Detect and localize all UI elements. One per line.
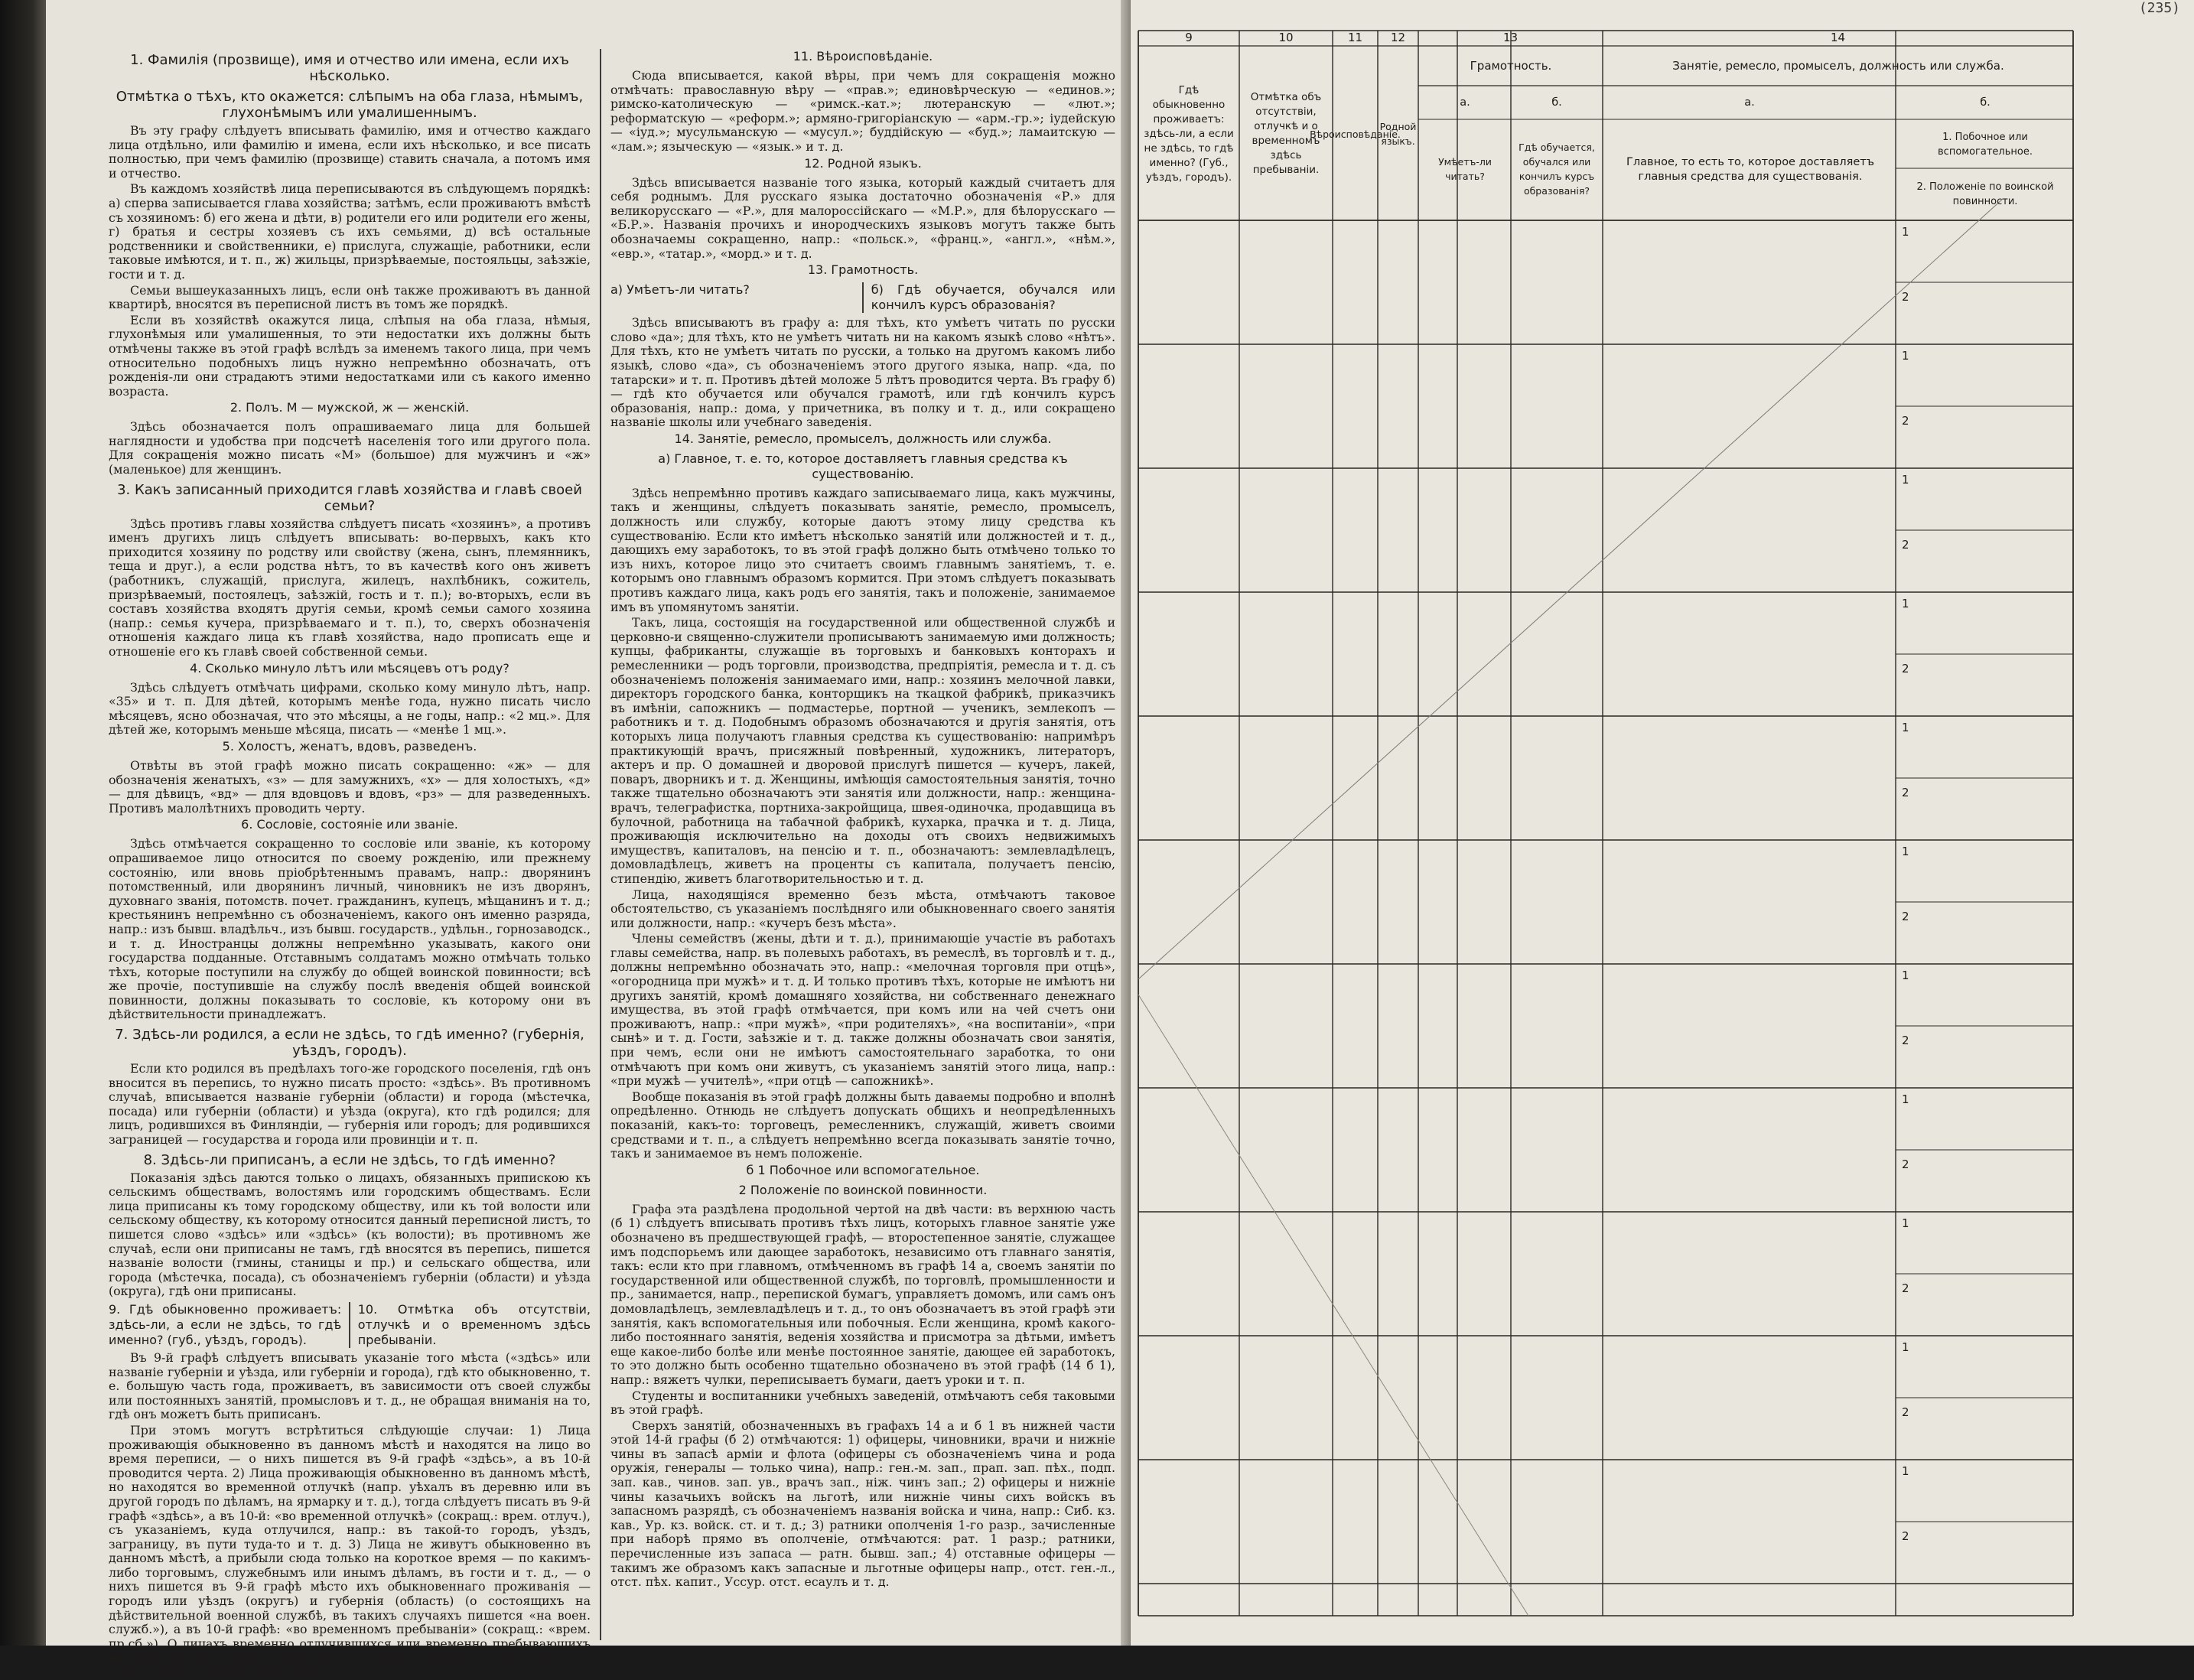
instruction-paragraph: Семьи вышеуказанныхъ лицъ, если онѣ также проживаютъ въ данной квартирѣ, вносятся въ переписной листъ въ томъ же порядкѣ. (109, 282, 591, 312)
header-secondary-occupation: 1. Побочное или вспомогательное. (1938, 132, 2033, 158)
paired-heading (610, 282, 1115, 313)
paired-heading-right: 10. Отмѣтка объ отсутствіи, отлучкѣ и о временномъ здѣсь пребываніи. (357, 1301, 591, 1347)
section-heading: 2 Положеніе по воинской повинности. (738, 1182, 988, 1197)
row-label-2: 2 (1902, 910, 1909, 923)
instruction-paragraph: Вообще показанія въ этой графѣ должны быть даваемы подробно и вполнѣ опредѣленно. Отнюдь не слѣдуетъ допускать общихъ и неопредѣленныхъ показаній, какъ-то: торговецъ, ремесленникъ, служащій, живетъ своими средствами и т. п., а слѣдуетъ непремѣнно всегда показывать занятіе точно, такъ и занимаемое въ немъ положеніе. (610, 1089, 1115, 1161)
row-label-1: 1 (1902, 1216, 1909, 1230)
header-occupation: Занятіе, ремесло, промыселъ, должность или служба. (1672, 58, 2004, 73)
row-label-1: 1 (1902, 473, 1909, 487)
paired-heading (109, 1302, 591, 1348)
row-label-2: 2 (1902, 290, 1909, 304)
paired-heading-divider (349, 1302, 350, 1348)
section-heading: б 1 Побочное или вспомогательное. (746, 1162, 980, 1177)
header-native-language: Родной языкъ. (1379, 121, 1417, 147)
header-literacy-a-letter: а. (1460, 96, 1470, 109)
instruction-paragraph: Отвѣты въ этой графѣ можно писать сокращенно: «ж» — для обозначенія женатыхъ, «з» — для замужнихъ, «х» — для холостыхъ, «д» — для дѣвицъ, «вд» — для вдовцовъ и вдовъ, «рз» — для разведенныхъ. Противъ малолѣтнихъ проводить черту. (109, 757, 591, 816)
instruction-paragraph: Если кто родился въ предѣлахъ того-же городского поселенія, гдѣ онъ вносится въ перепись, то нужно писать просто: «здѣсь». Въ противномъ случаѣ, вписывается названіе губерніи (области) и города (мѣстечка, посада) или губерніи (области) и уѣзда (округа), кто гдѣ родился; для лицъ, родившихся въ Финляндіи, — губернія или городъ; для родившихся заграницей — государства и города или провинціи и т. п. (109, 1061, 591, 1148)
section-heading: 12. Родной языкъ. (804, 155, 922, 171)
column-number: 14 (1830, 31, 1846, 44)
instruction-paragraph: Показанія здѣсь даются только о лицахъ, обязанныхъ припискою къ сельскимъ обществамъ, волостямъ или городскимъ обществамъ. Если лица приписаны къ тому городскому обществу, или къ той волости или сельскому обществу, къ которому относится данный переписной листъ, то пишется слово «здѣсь» или «здѣсь» (къ волости); въ противномъ же случаѣ, если они приписаны не тамъ, гдѣ вносятся въ перепись, пишется названіе волости (гмины, станицы и пр.) и сельскаго общества, или города (мѣстечка, посада), съ обозначеніемъ губерніи (области) и уѣзда (округа), гдѣ они приписаны. (109, 1170, 591, 1299)
row-label-2: 2 (1902, 414, 1909, 428)
header-can-read: Умѣетъ-ли читать? (1438, 156, 1492, 182)
header-occupation-a-letter: а. (1744, 96, 1755, 109)
column-number: 10 (1278, 31, 1294, 44)
paired-heading-left: 9. Гдѣ обыкновенно проживаетъ: здѣсь-ли, а если не здѣсь, то гдѣ именно? (губ., уѣздъ, городъ). (109, 1301, 342, 1347)
cancellation-diagonal (1138, 199, 2003, 979)
section-heading: 4. Сколько минуло лѣтъ или мѣсяцевъ отъ роду? (190, 660, 509, 676)
row-label-1: 1 (1902, 721, 1909, 734)
column-number: 13 (1502, 31, 1519, 44)
row-label-1: 1 (1902, 845, 1909, 858)
section-heading: 5. Холостъ, женатъ, вдовъ, разведенъ. (222, 738, 477, 754)
instruction-paragraph: Здѣсь вписывается названіе того языка, который каждый считаетъ для себя роднымъ. Для русскаго языка достаточно обозначенія «Р.» для великорусскаго — «Р.», для малороссійскаго — «М.Р.», для бѣлорусскаго — «Б.Р.». Названія прочихъ и инородческихъ языковъ могутъ также быть обозначаемы сокращенно, напр.: «польск.», «франц.», «англ.», «нѣм.», «евр.», «татар.», «морд.» и т. д. (610, 174, 1115, 261)
column-divider (600, 49, 601, 1640)
row-label-1: 1 (1902, 1092, 1909, 1106)
header-occupation-b-letter: б. (1980, 96, 1991, 109)
instruction-paragraph: Въ 9-й графѣ слѣдуетъ вписывать указаніе того мѣста («здѣсь» или названіе губерніи и уѣзда, или губерніи и города), гдѣ кто обыкновенно, т. е. большую часть года, проживаетъ, въ зависимости отъ своей службы или постоянныхъ занятій, промысловъ и т. д., не обращая вниманія на то, гдѣ онъ можетъ быть приписанъ. (109, 1350, 591, 1422)
census-table (1131, 0, 2194, 1646)
instruction-paragraph: При этомъ могутъ встрѣтиться слѣдующіе случаи: 1) Лица проживающія обыкновенно въ данномъ мѣстѣ и находятся на лицо во время переписи, — о нихъ пишется въ 9-й графѣ «здѣсь», а въ 10-й проводится черта. 2) Лица проживающія обыкновенно въ данномъ мѣстѣ, но находятся во временной отлучкѣ (напр. уѣхалъ въ деревню или въ другой городъ по дѣламъ, на ярмарку и т. д.), тогда слѣдуетъ писать въ 9-й графѣ «здѣсь», а въ 10-й: «во временной отлучкѣ» (сокращ.: врем. отлуч.), съ указаніемъ, куда отлучился, напр.: въ такой-то городъ, уѣздъ, заграницу, въ пути туда-то и т. д. 3) Лица не живутъ обыкновенно въ данномъ мѣстѣ, а прибыли сюда только на короткое время — по какимъ-либо торговымъ, служебнымъ или инымъ дѣламъ, въ гости и т. д., — о нихъ пишется въ 9-й графѣ мѣсто ихъ обыкновеннаго проживанія — городъ или уѣздъ (округъ) и губернія (область) (о состоящихъ на дѣйствительной военной службѣ, въ такихъ случаяхъ пишется «на воен. служб.»), а въ 10-й графѣ: «во временномъ пребываніи» (сокращ.: «врем. пр.сб.»). О лицахъ временно отлучившихся или временно пребывающихъ на срокъ менѣе 5 дней, съ указаніемъ отлучки, ставится «врем. отлуч.» и «врем. преб.» прибавляютъ знакъ «V» здѣсь. (109, 1422, 591, 1680)
instruction-paragraph: Въ эту графу слѣдуетъ вписывать фамилію, имя и отчество каждаго лица отдѣльно, или фамилію и имена, если ихъ нѣсколько, и все писать полностью, при чемъ фамилію (прозвище) ставить сначала, а потомъ имя и отчество. (109, 123, 591, 181)
section-heading: а) Главное, т. е. то, которое доставляетъ главныя средства къ существованію. (658, 451, 1068, 481)
header-literacy: Грамотность. (1470, 58, 1552, 73)
row-label-2: 2 (1902, 662, 1909, 676)
header-military-status: 2. Положеніе по воинской повинности. (1916, 181, 2054, 207)
row-label-1: 1 (1902, 1464, 1909, 1478)
header-usual-residence: Гдѣ обыкновенно проживаетъ: здѣсь-ли, а если не здѣсь, то гдѣ именно? (Губ., уѣздъ, городъ). (1144, 83, 1234, 184)
column-number: 12 (1390, 31, 1406, 44)
section-heading: 6. Сословіе, состояніе или званіе. (241, 817, 458, 832)
instruction-paragraph: Если въ хозяйствѣ окажутся лица, слѣпыя на оба глаза, нѣмыя, глухонѣмыя или умалишенныя, то эти недостатки ихъ должны быть отмѣчены также въ этой графѣ вслѣдъ за именемъ такого лица, при чемъ относительно подобныхъ лицъ нужно непремѣнно обозначать, отъ рожденія-ли они страдаютъ этими недостатками или съ какого именно возраста. (109, 312, 591, 399)
section-heading: 1. Фамилія (прозвище), имя и отчество или имена, если ихъ нѣсколько. (130, 52, 569, 84)
row-label-1: 1 (1902, 1340, 1909, 1354)
header-religion: Вѣроисповѣданіе. (1310, 128, 1401, 140)
section-heading: Отмѣтка о тѣхъ, кто окажется: слѣпымъ на оба глаза, нѣмымъ, глухонѣмымъ или умалишеннымъ. (116, 89, 584, 121)
instruction-paragraph: Члены семействъ (жены, дѣти и т. д.), принимающіе участіе въ работахъ главы семейства, напр. въ полевыхъ работахъ, въ ремеслѣ, въ торговлѣ и т. д., должны непремѣнно обозначать это, напр.: «мелочная торговля при отцѣ», «огородница при мужѣ» и т. д. И только противъ тѣхъ, которые не имѣютъ ни другихъ занятій, кромѣ домашняго хозяйства, ни собственнаго денежнаго имущества, въ этой графѣ отмѣчается, при комъ или на чей счетъ они проживаютъ, напр.: «при мужѣ», «при родителяхъ», «на воспитаніи», «при сынѣ» и т. д. Гости, заѣзжіе и т. д. также должны обозначать свои занятія, при чемъ, если они не имѣютъ самостоятельнаго заработка, то они отмѣчаютъ при комъ они живутъ, съ указаніемъ занятій этого лица, напр.: «при мужѣ — учителѣ», «при отцѣ — сапожникѣ». (610, 931, 1115, 1089)
paired-heading-left: а) Умѣетъ-ли читать? (610, 282, 750, 298)
instructions-column-2 (610, 47, 1115, 1639)
header-absence-note: Отмѣтка объ отсутствіи, отлучкѣ и о временномъ здѣсь пребываніи. (1250, 91, 1322, 176)
section-heading: 3. Какъ записанный приходится главѣ хозяйства и главѣ своей семьи? (117, 481, 582, 514)
row-label-2: 2 (1902, 1034, 1909, 1047)
column-number: 9 (1185, 31, 1193, 44)
instruction-paragraph: Здѣсь вписываютъ въ графу а: для тѣхъ, кто умѣетъ читать по русски слово «да»; для тѣхъ, кто не умѣетъ читать ни на какомъ языкѣ слово «нѣтъ». Для тѣхъ, кто не умѣетъ читать по русски, а только на другомъ какомъ либо языкѣ, слово «да», съ обозначеніемъ этого другого языка, напр. «да, по татарски» и т. п. Противъ дѣтей моложе 5 лѣтъ проводится черта. Въ графу б) — гдѣ кто обучается или обучался грамотѣ, или гдѣ кончилъ курсъ образованія, напр.: дома, у причетника, въ полку и т. д., или сокращено названіе школы или учебнаго заведенія. (610, 315, 1115, 430)
instruction-paragraph: Графа эта раздѣлена продольной чертой на двѣ части: въ верхнюю часть (б 1) слѣдуетъ вписывать противъ тѣхъ лицъ, которыхъ главное занятіе уже обозначено въ предшествующей графѣ, — второстепенное занятіе, служащее имъ подспорьемъ или дающее заработокъ, независимо отъ главнаго занятія, такъ: если кто при главномъ, отмѣченномъ въ графѣ 14 а, своемъ занятіи по государственной или общественной службѣ, по торговлѣ, промышленности и пр., занимается, напр., перепиской бумагъ, управляетъ домомъ, или самъ онъ домовладѣлецъ, землевладѣлецъ и т. д., то онъ обозначаетъ въ этой графѣ эти занятія, какъ вспомогательныя или побочныя. Если женщина, кромѣ какого-либо постояннаго занятія, веденія хозяйства и присмотра за дѣтьми, имѣетъ еще какое-либо болѣе или менѣе постоянное занятіе, дающее ей заработокъ, то это должно быть особенно тщательно обозначено въ этой графѣ (14 б 1), напр.: вяжетъ чулки, переписываетъ бумаги, даетъ уроки и т. п. (610, 1201, 1115, 1387)
table-grid (1131, 0, 2194, 1646)
row-label-2: 2 (1902, 786, 1909, 799)
instruction-paragraph: Здѣсь непремѣнно противъ каждаго записываемаго лица, какъ мужчины, такъ и женщины, слѣдуетъ показывать занятіе, ремесло, промыселъ, должность или службу, которые даютъ этому лицу средства къ существованію. Если кто имѣетъ нѣсколько занятій или должностей и т. д., дающихъ ему заработокъ, то въ этой графѣ должно быть отмѣчено только то изъ нихъ, которое лицо это считаетъ своимъ главнымъ занятіемъ, т. е. которымъ оно главнымъ образомъ кормится. При этомъ слѣдуетъ показывать противъ каждаго лица, какъ родъ его занятія, такъ и положеніе, занимаемое имъ въ упомянутомъ занятіи. (610, 485, 1115, 614)
instruction-paragraph: Здѣсь противъ главы хозяйства слѣдуетъ писать «хозяинъ», а противъ именъ другихъ лицъ слѣдуетъ вписывать: во-первыхъ, какъ кто приходится хозяину по родству или свойству (жена, сынъ, племянникъ, теща и друг.), а если родства нѣтъ, то въ качествѣ кого онъ живетъ (работникъ, служащій, прислуга, жилецъ, нахлѣбникъ, сожитель, призрѣваемый, постоялецъ, заѣзжій, гость и т. п.); во-вторыхъ, если въ составъ хозяйства входятъ другія семьи, кромѣ семьи самого хозяина (напр.: семья кучера, призрѣваемаго и т. п.), то, сверхъ обозначенія отношенія каждаго лица къ главѣ хозяйства, надо прописать еще и отношеніе его къ главѣ своей собственной семьи. (109, 516, 591, 659)
census-table-page (1131, 0, 2194, 1646)
instructions-page (46, 0, 1128, 1680)
page-corner-mark: (235) (2138, 0, 2180, 16)
section-heading: 14. Занятіе, ремесло, промыселъ, должность или служба. (674, 431, 1052, 446)
header-where-educated: Гдѣ обучается, обучался или кончилъ курсъ образованія? (1519, 142, 1595, 197)
instructions-column-1 (109, 47, 591, 1680)
row-label-1: 1 (1902, 969, 1909, 982)
instruction-paragraph: Такъ, лица, состоящія на государственной или общественной службѣ и церковно-и священно-служители прописываютъ занимаемую ими должность; купцы, фабриканты, служащіе въ торговыхъ и банковыхъ конторахъ и ремесленники — родъ торговли, производства, предпріятія, ремесла и т. д. съ обозначеніемъ положенія занимаемаго ими, напр.: хозяинъ мелочной лавки, директоръ городского банка, конторщикъ на ткацкой фабрикѣ, приказчикъ въ имѣніи, сапожникъ — подмастерье, портной — ученикъ, землекопъ — работникъ и т. д. Подобнымъ образомъ обозначаются и другія занятія, отъ которыхъ лица получаютъ главныя средства къ существованію: напримѣръ практикующій врачъ, присяжный повѣренный, художникъ, литераторъ, актеръ и пр. О домашней и дворовой прислугѣ пишется — кучеръ, лакей, поваръ, дворникъ и т. д. Женщины, имѣющія самостоятельныя занятія, точно также тщательно обозначаютъ эти занятія или должности, напр.: женщина-врачъ, телеграфистка, портниха-закройщица, швея-одиночка, продавщица въ булочной, работница на табачной фабрикѣ, кухарка, прачка и т. д. Лица, проживающія исключительно на доходы отъ своихъ недвижимыхъ имуществъ, капиталовъ, на пенсію и т. п., обозначаютъ: землевладѣлецъ, домовладѣлецъ, живетъ на проценты съ капитала, получаетъ пенсію, стипендію, живетъ благотворительностью и т. д. (610, 615, 1115, 886)
row-label-1: 1 (1902, 349, 1909, 363)
row-label-2: 2 (1902, 1281, 1909, 1295)
section-heading: 2. Полъ. М — мужской, ж — женскій. (229, 400, 470, 415)
instruction-paragraph: Здѣсь отмѣчается сокращенно то сословіе или званіе, къ которому опрашиваемое лицо относится по своему рожденію, или прежнему состоянію, или вновь пріобрѣтеннымъ правамъ, напр.: дворянинъ потомственный, или дворянинъ личный, чиновникъ не изъ дворянъ, духовнаго званія, потомств. почет. гражданинъ, купецъ, мѣщанинъ и т. д.; крестьянинъ непремѣнно съ обозначеніемъ, какого онъ именно разряда, напр.: изъ бывш. владѣльч., изъ бывш. государств., удѣльн., горнозаводск., и т. д. Иностранцы должны непремѣнно указывать, какого они государства подданные. Отставнымъ солдатамъ можно отмѣчать только тѣхъ, которые поступили на службу до общей воинской повинности; всѣ же прочіе, поступившіе на службу послѣ введенія общей воинской повинности, должны показывать то сословіе, къ которому они въ дѣйствительности принадлежатъ. (109, 836, 591, 1022)
row-label-2: 2 (1902, 538, 1909, 552)
row-label-2: 2 (1902, 1529, 1909, 1543)
paired-heading-divider (862, 282, 864, 313)
row-label-2: 2 (1902, 1405, 1909, 1419)
section-heading: 11. Вѣроисповѣданіе. (793, 49, 933, 63)
section-heading: 7. Здѣсь-ли родился, а если не здѣсь, то гдѣ именно? (губернія, уѣздъ, городъ). (115, 1027, 584, 1060)
header-literacy-b-letter: б. (1551, 96, 1562, 109)
header-main-occupation: Главное, то есть то, которое доставляетъ главныя средства для существованія. (1626, 156, 1874, 183)
instruction-paragraph: Въ каждомъ хозяйствѣ лица переписываются въ слѣдующемъ порядкѣ: а) сперва записывается глава хозяйства; затѣмъ, если проживаютъ вмѣстѣ съ хозяиномъ: б) его жена и дѣти, в) родители его или родители его жены, г) братья и сестры хозяевъ съ ихъ семьями, д) всѣ остальные родственники и свойственники, е) прислуга, служащіе, работники, если таковые имѣются, и т. п., ж) жильцы, призрѣваемые, постояльцы, заѣзжіе, гости и т. д. (109, 181, 591, 282)
instruction-paragraph: Студенты и воспитанники учебныхъ заведеній, отмѣчаютъ себя таковыми въ этой графѣ. (610, 1388, 1115, 1418)
paired-heading-right: б) Гдѣ обучается, обучался или кончилъ курсъ образованія? (871, 282, 1115, 313)
column-number: 11 (1347, 31, 1363, 44)
section-heading: 8. Здѣсь-ли приписанъ, а если не здѣсь, то гдѣ именно? (143, 1151, 556, 1168)
row-label-1: 1 (1902, 597, 1909, 610)
row-label-2: 2 (1902, 1157, 1909, 1171)
instruction-paragraph: Сверхъ занятій, обозначенныхъ въ графахъ 14 а и б 1 въ нижней части этой 14-й графы (б 2) отмѣчаются: 1) офицеры, чиновники, врачи и нижніе чины въ запасѣ арміи и флота (офицеры съ обозначеніемъ чина и рода оружія, генералы — только чина), напр.: ген.-м. зап., прап. зап. пѣх., подп. зап. кав., чинов. зап. ув., врачъ зап., нiж. чинъ зап.; 2) офицеры и нижніе чины казачьихъ войскъ на льготѣ, или нижніе чины сихъ войскъ въ запасномъ разрядѣ, съ обозначеніемъ названія войска и чина, напр.: Сиб. кз. кав., Ур. кз. войск. ст. и т. д.; 3) ратники ополченія 1-го разр., зачисленные при наборѣ прямо въ ополченіе, отмѣчаются: рат. 1 разр.; ратники, перечисленные изъ запаса — ратн. бывш. зап.; 4) отставные офицеры — такимъ же образомъ какъ запасные и льготные офицеры напр., отст. ген.-л., отст. пѣх. капит., Уссур. отст. есаулъ и т. д. (610, 1418, 1115, 1590)
instruction-paragraph: Лица, находящіяся временно безъ мѣста, отмѣчаютъ таковое обстоятельство, съ указаніемъ послѣдняго или обыкновеннаго своего занятія или должности, напр.: «кучеръ безъ мѣста». (610, 887, 1115, 930)
instruction-paragraph: Здѣсь обозначается полъ опрашиваемаго лица для большей наглядности и удобства при подсчетѣ населенія того или другого пола. Для сокращенія можно писать «М» (большое) для мужчинъ и «ж» (маленькое) для женщинъ. (109, 419, 591, 477)
row-label-1: 1 (1902, 225, 1909, 239)
instruction-paragraph: Здѣсь слѣдуетъ отмѣчать цифрами, сколько кому минуло лѣтъ, напр. «35» и т. п. Для дѣтей, которымъ менѣе года, нужно писать число мѣсяцевъ, ясно обозначая, что это мѣсяцы, а не годы, напр.: «2 мц.». Для дѣтей же, которымъ меньше мѣсяца, писать — «менѣе 1 мц.». (109, 679, 591, 737)
instruction-paragraph: Сюда вписывается, какой вѣры, при чемъ для сокращенія можно отмѣчать: православную вѣру — «прав.»; единовѣрческую — «единов.»; римско-католическую — «римск.-кат.»; лютеранскую — «лют.»; реформатскую — «реформ.»; армяно-григоріанскую — «арм.-гр.»; іудейскую — «іуд.»; мусульманскую — «мусул.»; буддійскую — «буд.»; ламаитскую — «лам.»; языческую — «язык.» и т. д. (610, 68, 1115, 154)
section-heading: 13. Грамотность. (807, 262, 919, 278)
